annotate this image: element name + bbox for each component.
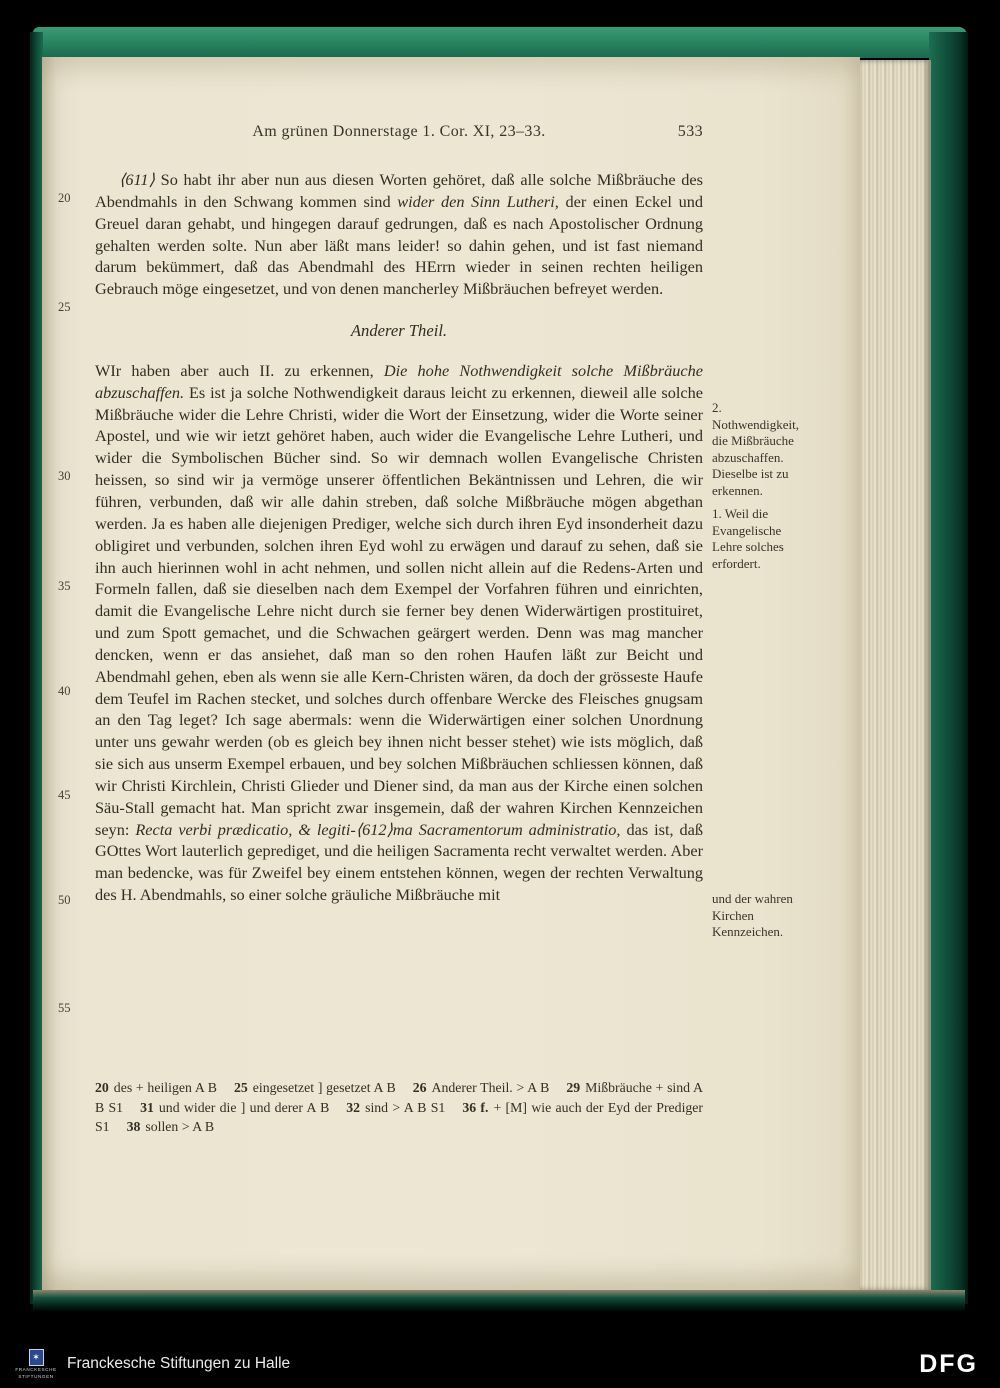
book-page	[42, 57, 860, 1290]
margin-note-kirchen-kennzeichen: und der wahren Kirchen Kennzeichen.	[712, 891, 793, 940]
line-number: 55	[58, 1001, 71, 1015]
footnote-entry: 26 Anderer Theil. > A B	[412, 1080, 550, 1095]
logo-caption-line2: STIFTUNGEN	[18, 1373, 54, 1379]
running-title: Am grünen Donnerstage 1. Cor. XI, 23–33.	[252, 123, 546, 140]
library-name: Franckesche Stiftungen zu Halle	[67, 1355, 291, 1372]
line-number: 25	[58, 300, 71, 314]
main-text-block	[95, 169, 703, 906]
paragraph-anderer-theil: WIr haben aber auch II. zu erkennen, Die hohe Nothwendigkeit solche Mißbräuche abzuschaffen. Es ist ja solche Nothwendigkeit daraus leicht zu erkennen, dieweil alle solche Mißbräuche wider die Lehre Christi, wider die Wort der Einsetzung, wider die Worte seiner Apostel, und wie wir ietzt gehöret haben, auch wider die Evangelische Lehre Lutheri, und wider die Symbolischen Bücher sind. So wir demnach wollen Evangelische Christen heissen, so sind wir ja vermöge unserer öffentlichen Bekäntnissen und Lehren, die wir führen, verbunden, daß wir alle dahin streben, daß solche Mißbräuche mögen abgethan werden. Ja es haben alle diejenigen Prediger, welche sich durch ihren Eyd insonderheit dazu obligiret und verbunden, solchen ihren Eyd wohl zu erwägen und darauf zu sehen, daß sie ihn auch hierinnen wohl in acht nehmen, und sollen nicht allein auf die Redens-Arten und Formeln fallen, daß sie dieselben nach dem Exempel der Vorfahren führen und einrichten, damit die Evangelische Lehre nicht durch sie ferner bey denen Widerwärtigen prostituiret, und zum Spott gemachet, und die Schwachen geärgert werden. Denn was mag mancher dencken, wenn er das ansiehet, daß man so den rohen Haufen läßt zur Beicht und Abendmahl gehen, eben als wenn sie alle Kern-Christen wären, da doch der grösseste Haufe dem Teufel im Rachen stecket, und solches durch offenbare Wercke des Fleisches gnugsam an den Tag leget? Ich sage abermals: wenn die Widerwärtigen einer solchen Unordnung unter uns gewahr werden (ob es gleich bey ihnen nicht besser stehet) wie ists möglich, daß sie sich aus unserm Exempel erbauen, und bey solchen Mißbräuchen schliessen können, daß wir Christi Kirchlein, Christi Glieder und Diener sind, da man aus der Kirche einen solchen Säu-Stall gemacht hat. Man spricht zwar insgemein, daß der wahren Kirchen Kennzeichen seyn: Recta verbi prædicatio, & legiti-⟨612⟩ma Sacramentorum administratio, das ist, daß GOttes Wort lauterlich geprediget, und die heiligen Sacramenta recht verwaltet werden. Aber man bedencke, was für Zweifel bey einem entstehen können, wegen der rechten Verwaltung des H. Abendmahls, so einer solche gräuliche Mißbräuche mit	[95, 360, 704, 905]
section-heading: Anderer Theil.	[350, 321, 448, 341]
franckesche-stiftungen-logo	[16, 1349, 56, 1380]
paragraph-611: ⟨611⟩ So habt ihr aber nun aus diesen Worten gehöret, daß alle solche Mißbräuche des Abendmahls in den Schwang kommen sind wider den Sinn Lutheri, der einen Eckel und Greuel daran gehabt, und hingegen darauf gedrungen, daß es nach Apostolischer Ordnung gehalten werden solte. Nun aber läßt mans leider! so dahin gehen, und ist fast niemand darum bekümmert, daß das Abendmahl des HErrn wieder in seinen rechten heiligen Gebrauch möge eingesetzet, und von denen mancherley Mißbräuchen befreyet werden.	[95, 170, 703, 299]
margin-note-nothwendigkeit: 2. Nothwendigkeit, die Mißbräuche abzuschaffen. Dieselbe ist zu erkennen.	[712, 400, 800, 498]
line-number: 35	[58, 579, 71, 593]
dfg-logo: DFG	[919, 1349, 978, 1378]
book-cover-top-edge	[33, 27, 967, 58]
footnote-entry: 31 und wider die ] und derer A B	[140, 1099, 330, 1115]
line-number-column	[58, 57, 88, 1290]
book-bottom-edge	[33, 1290, 965, 1312]
margin-note-evangelische-lehre: 1. Weil die Evangelische Lehre solches erfordert.	[712, 506, 784, 571]
page-number: 533	[677, 123, 703, 140]
line-number: 50	[58, 893, 71, 907]
line-number: 45	[58, 788, 71, 802]
book-cover-right-edge	[929, 32, 968, 1304]
line-number: 40	[58, 684, 71, 698]
critical-apparatus	[95, 1078, 703, 1137]
line-number: 30	[58, 469, 71, 483]
footnote-entry: 36 f. + [M] wie auch der Eyd der Prediger S1	[95, 1099, 704, 1135]
line-number: 20	[58, 191, 71, 205]
logo-caption-line1: FRANCKESCHE	[15, 1366, 57, 1372]
book-page-edges	[855, 60, 931, 1290]
footnote-entry: 38 sollen > A B	[126, 1119, 215, 1135]
footnote-entry: 20 des + heiligen A B	[95, 1080, 217, 1095]
franckesche-stiftungen-emblem-icon: ✶	[29, 1349, 44, 1366]
footnote-entry: 29 Mißbräuche + sind A B S1	[95, 1080, 703, 1115]
footnote-entry: 32 sind > A B S1	[346, 1099, 446, 1115]
page-header	[95, 123, 703, 145]
viewer-footer-bar	[0, 1340, 1000, 1388]
footnote-entry: 25 eingesetzet ] gesetzet A B	[234, 1080, 396, 1095]
